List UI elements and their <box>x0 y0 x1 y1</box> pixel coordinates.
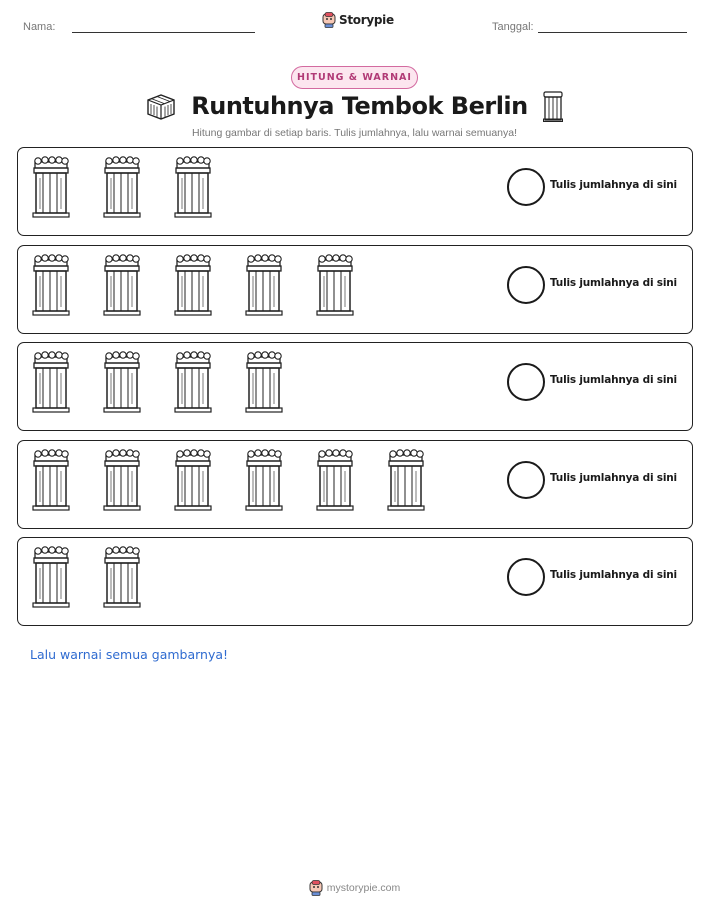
page-title: Runtuhnya Tembok Berlin <box>191 92 528 120</box>
counting-row <box>17 342 693 431</box>
date-label: Tanggal: <box>492 21 534 33</box>
wall-pillar-icon <box>243 447 285 511</box>
brand-name: Storypie <box>339 13 394 27</box>
wall-pillar-icon <box>30 349 72 413</box>
name-line[interactable] <box>72 32 255 33</box>
counting-row <box>17 440 693 529</box>
answer-circle[interactable] <box>507 461 545 499</box>
wall-pillar-icon <box>172 154 214 218</box>
crate-icon <box>145 92 177 120</box>
wall-pillar-icon <box>314 252 356 316</box>
counting-row <box>17 537 693 626</box>
answer-label: Tulis jumlahnya di sini <box>550 472 677 484</box>
title-row <box>0 90 709 122</box>
wall-pillar-icon <box>101 349 143 413</box>
wall-pillar-icon <box>314 447 356 511</box>
wall-pillar-icon <box>385 447 427 511</box>
storypie-mascot-icon <box>309 880 323 896</box>
counting-row <box>17 147 693 236</box>
footer <box>0 880 709 896</box>
wall-pillar-icon <box>101 154 143 218</box>
answer-circle[interactable] <box>507 558 545 596</box>
counting-row <box>17 245 693 334</box>
answer-label: Tulis jumlahnya di sini <box>550 277 677 289</box>
name-label: Nama: <box>23 21 56 33</box>
wall-pillar-icon <box>30 252 72 316</box>
wall-pillar-icon <box>101 252 143 316</box>
wall-pillar-icon <box>243 252 285 316</box>
activity-badge: HITUNG & WARNAI <box>291 66 418 89</box>
footer-url: mystorypie.com <box>326 882 401 894</box>
instructions-subtitle: Hitung gambar di setiap baris. Tulis jumlahnya, lalu warnai semuanya! <box>191 127 518 139</box>
wall-pillar-icon <box>30 154 72 218</box>
wall-pillar-icon <box>172 252 214 316</box>
wall-pillar-icon <box>172 349 214 413</box>
coloring-instruction: Lalu warnai semua gambarnya! <box>30 647 229 662</box>
answer-label: Tulis jumlahnya di sini <box>550 374 677 386</box>
wall-pillar-icon <box>172 447 214 511</box>
answer-label: Tulis jumlahnya di sini <box>550 179 677 191</box>
wall-pillar-icon <box>101 447 143 511</box>
wall-pillar-icon <box>30 447 72 511</box>
wall-pillar-icon <box>542 90 564 122</box>
answer-circle[interactable] <box>507 168 545 206</box>
answer-label: Tulis jumlahnya di sini <box>550 569 677 581</box>
answer-circle[interactable] <box>507 266 545 304</box>
wall-pillar-icon <box>30 544 72 608</box>
wall-pillar-icon <box>101 544 143 608</box>
answer-circle[interactable] <box>507 363 545 401</box>
brand-logo <box>322 12 394 28</box>
date-line[interactable] <box>538 32 687 33</box>
wall-pillar-icon <box>243 349 285 413</box>
storypie-mascot-icon <box>322 12 336 28</box>
